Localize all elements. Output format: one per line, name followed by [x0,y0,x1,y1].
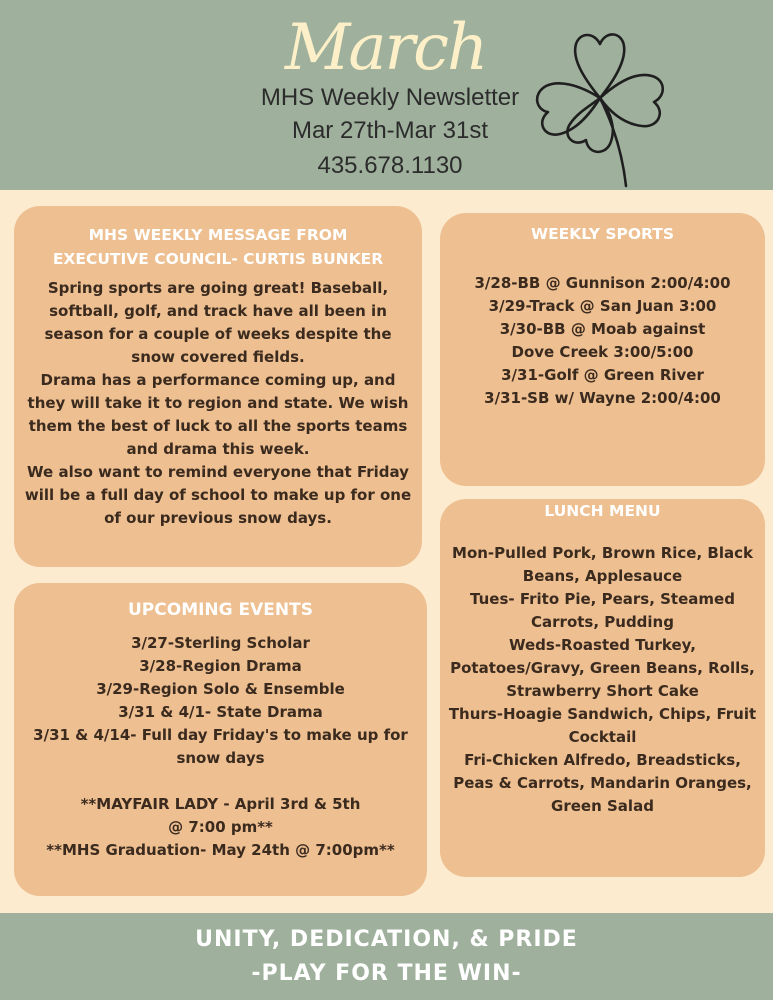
footer-banner [0,913,773,1000]
four-leaf-clover-icon [520,10,680,190]
upcoming-events-list: 3/27-Sterling Scholar 3/28-Region Drama 3/29-Region Solo & Ensemble 3/31 & 4/1- State Drama 3/31 & 4/14- Full day Friday's to make up for snow days **MAYFAIR LADY - April 3rd & 5th @ 7:00 pm** **MHS Graduation- May 24th @ 7:00pm** [33,634,408,859]
phone-number: 435.678.1130 [317,152,463,179]
weekly-message-heading: MHS WEEKLY MESSAGE FROM EXECUTIVE COUNCIL- CURTIS BUNKER [52,226,384,268]
lunch-menu-heading: LUNCH MENU [544,502,661,520]
weekly-message-text: Spring sports are going great! Baseball, softball, golf, and track have all been in season for a couple of weeks despite the snow covered fields. Drama has a performance coming up, and they will take it to region and state. We wish them the best of luck to all the sports teams and drama this week. We also want to remind everyone that Friday will be a full day of school to make up for one of our previous snow days. [24,279,412,527]
date-range: Mar 27th-Mar 31st [291,117,489,144]
footer-slogan: -PLAY FOR THE WIN- [251,961,522,986]
month-title: March [284,11,487,85]
lunch-menu-card [440,499,765,877]
upcoming-events-heading: UPCOMING EVENTS [128,600,313,620]
weekly-sports-list: 3/28-BB @ Gunnison 2:00/4:00 3/29-Track @ San Juan 3:00 3/30-BB @ Moab against Dove Creek 3:00/5:00 3/31-Golf @ Green River 3/31-SB w/ Wayne 2:00/4:00 [474,274,731,407]
weekly-message-card [14,206,422,567]
weekly-sports-card [440,213,765,486]
header-banner [0,0,773,190]
lunch-menu-list: Mon-Pulled Pork, Brown Rice, Black Beans, Applesauce Tues- Frito Pie, Pears, Steamed Carrots, Pudding Weds-Roasted Turkey, Potatoes/Gravy, Green Beans, Rolls, Strawberry Short Cake Thurs-Hoagie Sandwich, Chips, Fruit Cocktail Fri-Chicken Alfredo, Breadsticks, Peas & Carrots, Mandarin Oranges, Green Salad [448,544,757,815]
weekly-sports-heading: WEEKLY SPORTS [530,225,675,243]
upcoming-events-card [14,583,427,896]
footer-motto: UNITY, DEDICATION, & PRIDE [195,927,578,952]
newsletter-title: MHS Weekly Newsletter [260,84,520,111]
